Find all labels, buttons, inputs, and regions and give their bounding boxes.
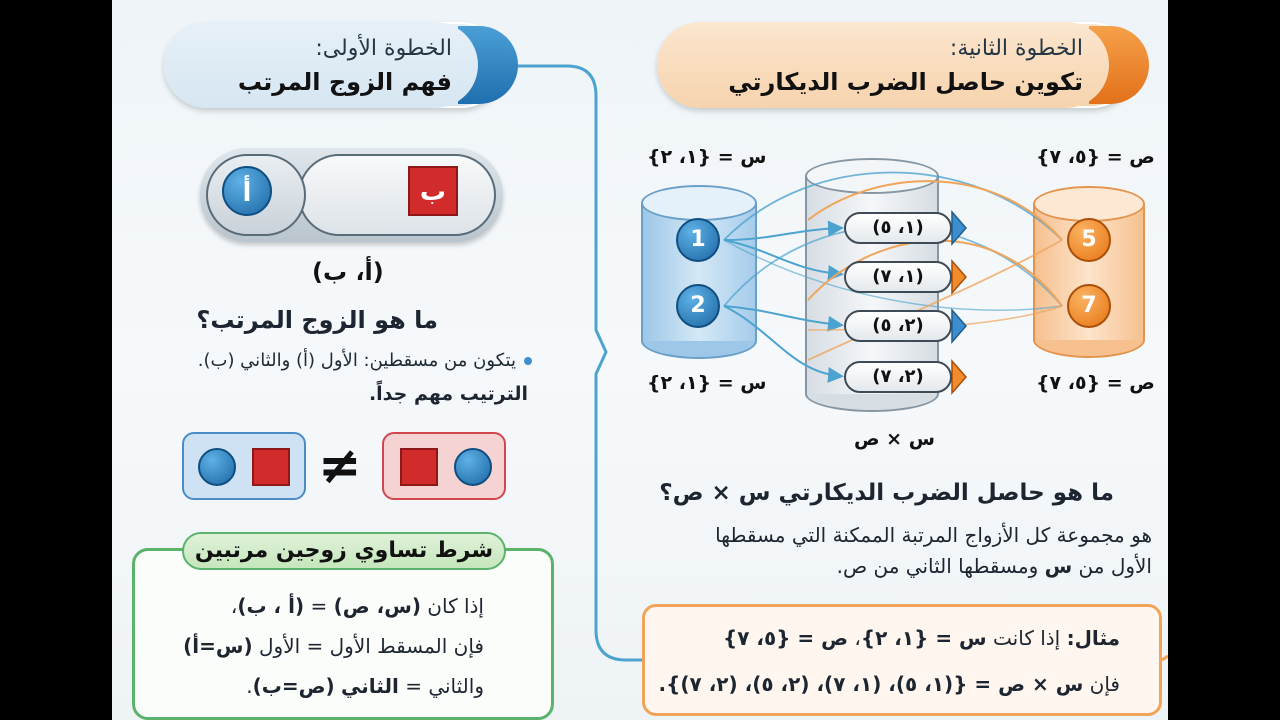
pair-item-4: (٢، ٧) [844, 361, 952, 393]
equality-condition-title: شرط تساوي زوجين مرتبين [182, 532, 506, 570]
condition-line-2: فإن المسقط الأول = الأول (س=أ) [183, 634, 484, 658]
pair-item-3: (٢، ٥) [844, 310, 952, 342]
set-s-label-bottom: س = {١، ٢} [647, 372, 767, 394]
cartesian-question: ما هو حاصل الضرب الديكارتي س × ص؟ [659, 480, 1114, 506]
set-s-element-2: 2 [676, 284, 720, 328]
example-box [642, 604, 1162, 716]
first-component-circle: أ [222, 166, 272, 216]
condition-line-1: إذا كان (س، ص) = (أ ، ب)، [230, 594, 484, 618]
example-line-1: مثال: إذا كانت س = {١، ٢}، ص = {٥، ٧} [722, 626, 1120, 650]
ordered-pair-bullet-text: يتكون من مسقطين: الأول (أ) والثاني (ب). [197, 350, 516, 371]
pair-item-2: (١، ٧) [844, 261, 952, 293]
set-s-label-top: س = {١، ٢} [647, 146, 767, 168]
second-component-square: ب [408, 166, 458, 216]
pair-notation: (أ، ب) [312, 258, 384, 286]
order-matters-note: الترتيب مهم جداً. [368, 383, 528, 405]
not-equal-symbol: ≠ [318, 436, 362, 496]
example-line-2: فإن س × ص = {(١، ٥)، (١، ٧)، (٢، ٥)، (٢، ٧)}. [658, 672, 1120, 696]
condition-line-3: والثاني = الثاني (ص=ب). [246, 674, 484, 698]
product-label: س × ص [854, 428, 935, 450]
cartesian-definition [592, 520, 1152, 582]
set-c-element-7: 7 [1067, 284, 1111, 328]
step-two-subtitle: تكوين حاصل الضرب الديكارتي [728, 68, 1083, 96]
set-c-element-5: 5 [1067, 218, 1111, 262]
step-one-title: الخطوة الأولى: [315, 36, 452, 61]
definition-line-2: الأول من س ومسقطها الثاني من ص. [836, 554, 1152, 578]
set-s-element-1: 1 [676, 218, 720, 262]
set-c-label-bottom: ص = {٥، ٧} [1036, 372, 1155, 394]
pair-item-1: (١، ٥) [844, 212, 952, 244]
infographic-canvas [112, 0, 1168, 720]
set-c-label-top: ص = {٥، ٧} [1036, 146, 1155, 168]
definition-line-1: هو مجموعة كل الأزواج المرتبة الممكنة التي مسقطها [715, 523, 1152, 547]
step-two-title: الخطوة الثانية: [949, 36, 1083, 61]
step-one-subtitle: فهم الزوج المرتب [237, 68, 452, 96]
ordered-pair-question: ما هو الزوج المرتب؟ [196, 306, 438, 334]
